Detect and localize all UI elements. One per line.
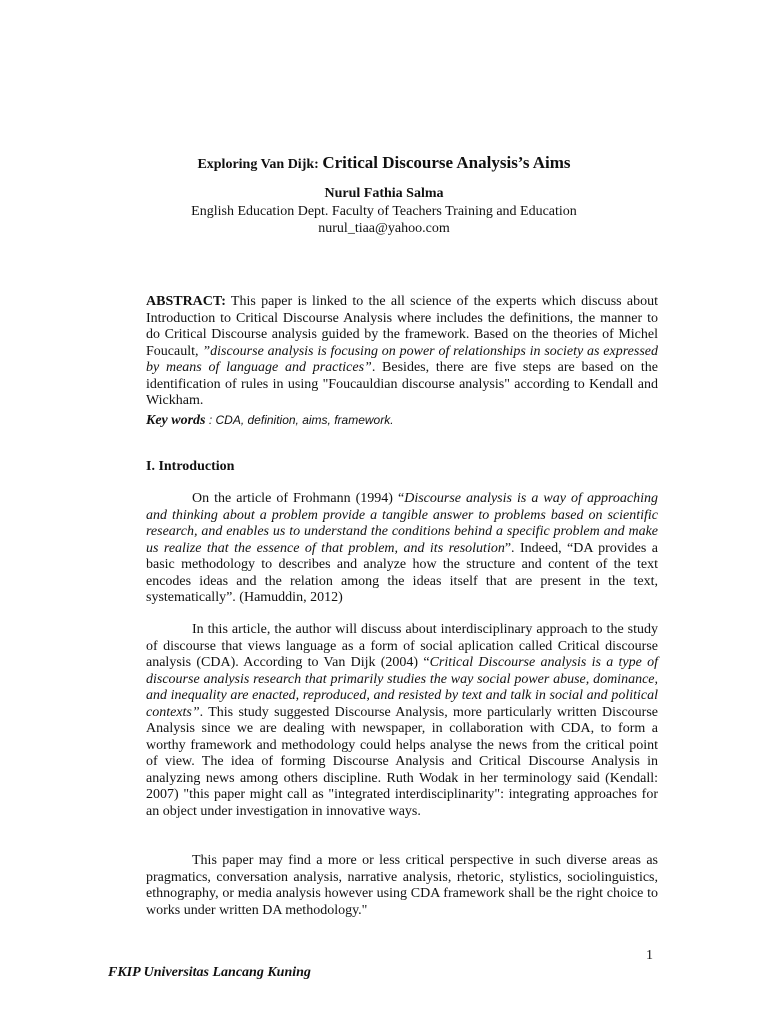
title-prefix: Exploring Van Dijk: (197, 157, 323, 172)
p2-text-b: . This study suggested Discourse Analysis, more particularly written Discourse Analysis since we are dealing with newspaper, in collaboration with CDA, to form a worthy framework and methodology could helps analyse the news from the critical point of view. The idea of forming Discourse Analysis and Critical Discourse Analysis in analyzing news among others discipline. Ruth Wodak in her terminology said (Kendall: 2007) "this paper might call as "integrated interdisciplinarity": integrating approaches for an object under investigation in innovative ways. (146, 704, 658, 819)
abstract-text-a: This paper is linked to the all science of the experts which discuss about Introduction to Critical Discourse Analysis where includes the definitions, the manner to do Critical Discourse analysis guided by the framework. Based on the theories of Michel Foucault, (146, 294, 658, 359)
paper-title (0, 153, 768, 175)
section-heading-introduction: I. Introduction (146, 459, 235, 474)
abstract-text-b: . Besides, there are five steps are based on the identification of rules in using "Foucauldian discourse analysis" according to Kendall and Wickham. (146, 360, 658, 408)
p2-quote: Critical Discourse analysis is a type of discourse analysis research that primarily studies the way social power abuse, dominance, and inequality are enacted, reproduced, and resisted by text and talk in social and political contexts” (146, 655, 659, 720)
p1-text-a: On the article of Frohmann (1994) “ (192, 491, 405, 506)
intro-paragraph-1 (146, 491, 658, 607)
footer-institution: FKIP Universitas Lancang Kuning (108, 965, 311, 980)
author-name: Nurul Fathia Salma (324, 186, 444, 201)
keywords-label: Key words (146, 413, 206, 428)
p2-text-a: In this article, the author will discuss about interdisciplinary approach to the study of discourse that views language as a form of social aplication called Critical discourse analysis (CDA). According to Van Dijk (2004) “ (146, 622, 658, 670)
p1-text-b: ”. Indeed, “DA provides a basic methodology to describes and analyze how the structure and content of the text encodes ideas and the relation among the ideas itself that are present in the text, systematically”. (Hamuddin, 2012) (146, 540, 658, 605)
intro-paragraph-3: This paper may find a more or less critical perspective in such diverse areas as pragmatics, conversation analysis, narrative analysis, rhetoric, stylistics, sociolinguistics, ethnography, or media analysis however using CDA framework shall be the right choice to works under written DA methodology." (146, 853, 658, 918)
keywords-text: : CDA, definition, aims, framework. (205, 413, 394, 427)
abstract-label: ABSTRACT: (146, 294, 226, 309)
author-email: nurul_tiaa@yahoo.com (318, 221, 450, 236)
abstract (146, 294, 658, 410)
keywords (146, 412, 658, 430)
author-affiliation: English Education Dept. Faculty of Teachers Training and Education (191, 204, 577, 219)
p1-quote: Discourse analysis is a way of approaching and thinking about a problem provide a tangible answer to problems based on scientific research, and enables us to understand the conditions behind a specific problem and make us realize that the essence of that problem, and its resolution (146, 491, 658, 556)
page-number: 1 (646, 948, 653, 963)
title-main: Critical Discourse Analysis’s Aims (322, 153, 571, 172)
abstract-quote: ”discourse analysis is focusing on power of relationships in society as expressed by means of language and practices” (146, 343, 658, 375)
intro-paragraph-2 (146, 622, 658, 820)
